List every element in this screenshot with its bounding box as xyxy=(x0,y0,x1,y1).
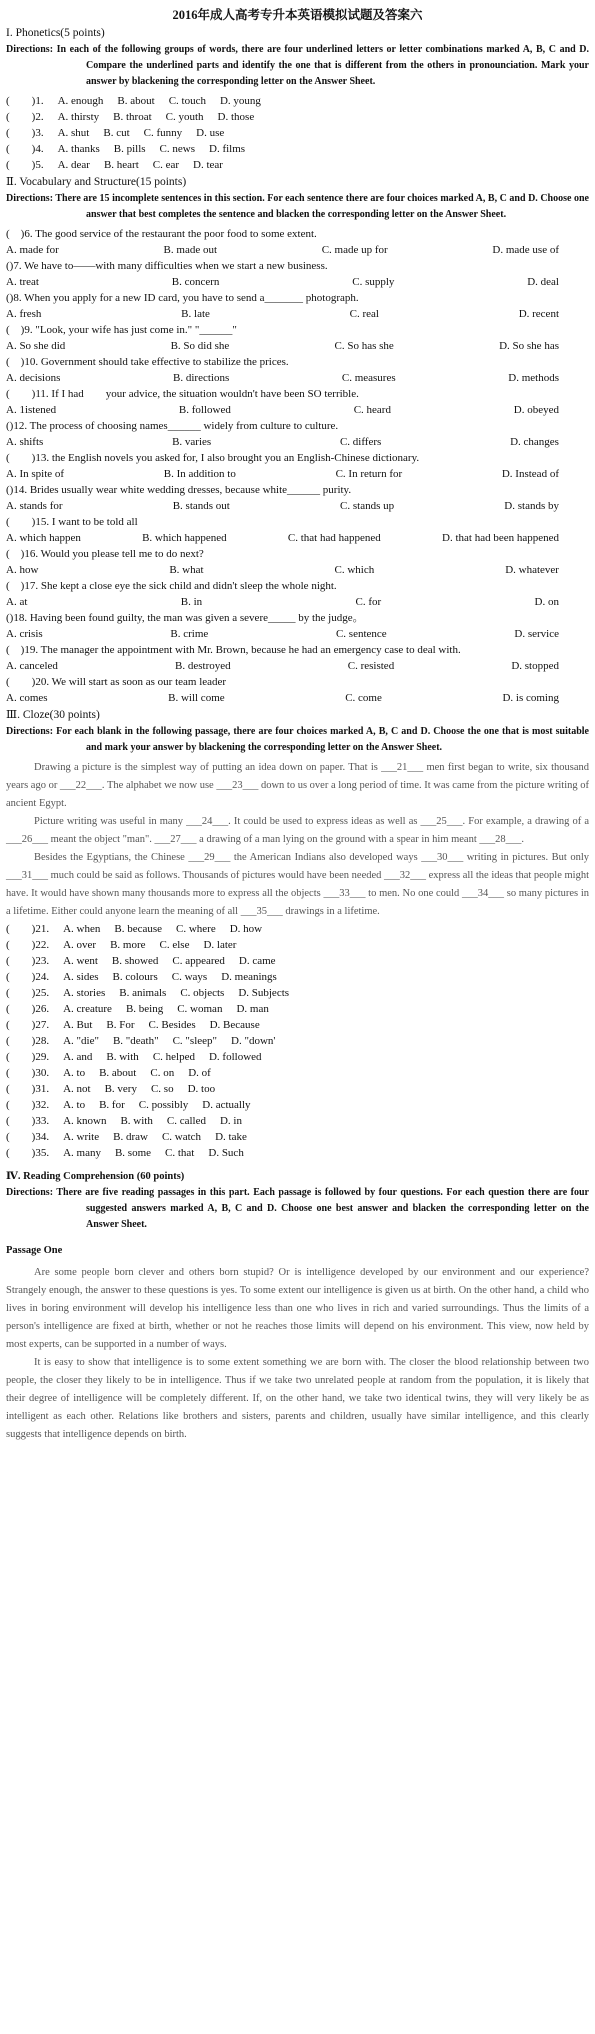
answer-option: A. over xyxy=(63,939,97,951)
answer-option: D. stopped xyxy=(511,660,559,672)
answer-option: B. some xyxy=(114,1147,152,1159)
answer-option: A. enough xyxy=(57,95,104,107)
answer-option: C. In return for xyxy=(335,468,403,480)
question-number: ( )23. xyxy=(6,955,50,967)
question-number: ( )1. xyxy=(6,95,44,107)
options-row xyxy=(6,626,589,642)
part1-questions xyxy=(6,93,589,173)
question-row xyxy=(6,157,589,173)
answer-option: B. "death" xyxy=(112,1035,159,1047)
question-row xyxy=(6,1017,589,1033)
part3-heading: Ⅲ. Cloze(30 points) xyxy=(6,709,100,721)
options-row xyxy=(6,338,589,354)
answer-option: B. which happened xyxy=(142,532,227,544)
answer-option: B. varies xyxy=(172,436,212,448)
answer-option: B. what xyxy=(169,564,204,576)
answer-option: B. very xyxy=(104,1083,137,1095)
question-row xyxy=(6,141,589,157)
answer-option: C. Besides xyxy=(148,1019,196,1031)
question-number: ( )34. xyxy=(6,1131,50,1143)
answer-option: D. "down' xyxy=(231,1035,276,1047)
answer-option: A. crisis xyxy=(6,628,43,640)
question-row xyxy=(6,985,589,1001)
answer-option: A. creature xyxy=(63,1003,112,1015)
question-number: ( )32. xyxy=(6,1099,50,1111)
part1-directions: Directions: In each of the following groups of words, there are four underlined letters or letter combinations marked A, B, C and D. Compare the underlined parts and identify the one that is different from the others in pronounciation. Mark your answer by blackening the corresponding letter on the Answer Sheet. xyxy=(6,44,589,87)
question-row xyxy=(6,921,589,937)
answer-option: B. So did she xyxy=(170,340,230,352)
options-row xyxy=(6,498,589,514)
answer-option: A. when xyxy=(63,923,101,935)
answer-option: B. for xyxy=(99,1099,125,1111)
question-stem: ( )20. We will start as soon as our team leader xyxy=(6,676,227,688)
part4-directions: Directions: There are five reading passages in this part. Each passage is followed by four questions. For each question there are four suggested answers marked A, B, C and D. Choose one best answer and blacken the corresponding letter on the Answer Sheet. xyxy=(6,1187,589,1230)
question-row xyxy=(6,1033,589,1049)
answer-option: A. So she did xyxy=(6,340,66,352)
question-number: ( )2. xyxy=(6,111,44,123)
answer-option: A. sides xyxy=(63,971,99,983)
answer-option: B. with xyxy=(120,1115,153,1127)
answer-option: D. that had been happened xyxy=(442,532,559,544)
answer-option: A. went xyxy=(63,955,98,967)
answer-option: C. made up for xyxy=(321,244,388,256)
answer-option: D. Subjects xyxy=(238,987,290,999)
answer-option: A. how xyxy=(6,564,39,576)
question-stem: ( )10. Government should take effective to stabilize the prices. xyxy=(6,356,289,368)
answer-option: D. stands by xyxy=(504,500,559,512)
answer-option: C. ways xyxy=(171,971,208,983)
answer-option: A. dear xyxy=(57,159,90,171)
question-stem: ( )13. the English novels you asked for, I also brought you an English-Chinese dictionary. xyxy=(6,452,420,464)
options-row xyxy=(6,658,589,674)
answer-option: D. take xyxy=(215,1131,247,1143)
answer-option: B. For xyxy=(106,1019,135,1031)
part1-heading: I. Phonetics(5 points) xyxy=(6,27,105,39)
answer-option: B. stands out xyxy=(172,500,230,512)
answer-option: C. news xyxy=(159,143,195,155)
answer-option: C. that xyxy=(165,1147,195,1159)
options-row xyxy=(6,402,589,418)
answer-option: C. supply xyxy=(352,276,395,288)
answer-option: B. late xyxy=(181,308,210,320)
answer-option: B. directions xyxy=(173,372,230,384)
answer-option: C. for xyxy=(355,596,382,608)
part2-heading: Ⅱ. Vocabulary and Structure(15 points) xyxy=(6,176,187,188)
question-stem: ()8. When you apply for a new ID card, you have to send a_______ photograph. xyxy=(6,292,359,304)
question-stem: ( )16. Would you please tell me to do next? xyxy=(6,548,204,560)
answer-option: D. how xyxy=(229,923,263,935)
answer-option: D. later xyxy=(203,939,237,951)
answer-option: C. funny xyxy=(143,127,183,139)
answer-option: C. come xyxy=(345,692,382,704)
question-number: ( )31. xyxy=(6,1083,50,1095)
answer-option: B. followed xyxy=(178,404,231,416)
question-number: ( )28. xyxy=(6,1035,50,1047)
answer-option: D. Instead of xyxy=(501,468,559,480)
question-stem: ()14. Brides usually wear white wedding dresses, because white______ purity. xyxy=(6,484,352,496)
question-row xyxy=(6,953,589,969)
answer-option: B. because xyxy=(114,923,163,935)
options-row xyxy=(6,466,589,482)
answer-option: D. obeyed xyxy=(513,404,559,416)
answer-option: B. destroyed xyxy=(175,660,231,672)
answer-option: D. So she has xyxy=(499,340,559,352)
answer-option: D. Such xyxy=(208,1147,244,1159)
answer-option: A. treat xyxy=(6,276,39,288)
question-stem: ()18. Having been found guilty, the man was given a severe_____ by the judge。 xyxy=(6,612,364,624)
question-stem: ( )9. "Look, your wife has just come in." "______" xyxy=(6,324,237,336)
answer-option: C. called xyxy=(166,1115,206,1127)
question-stem: ( )6. The good service of the restaurant the poor food to some extent. xyxy=(6,228,317,240)
answer-option: A. stories xyxy=(63,987,106,999)
answer-option: B. in xyxy=(180,596,203,608)
question-row xyxy=(6,1065,589,1081)
question-number: ( )3. xyxy=(6,127,44,139)
answer-option: B. more xyxy=(110,939,146,951)
answer-option: A. not xyxy=(63,1083,91,1095)
answer-option: C. possibly xyxy=(138,1099,189,1111)
answer-option: A. made for xyxy=(6,244,59,256)
question-number: ( )26. xyxy=(6,1003,50,1015)
answer-option: A. fresh xyxy=(6,308,42,320)
answer-option: A. comes xyxy=(6,692,48,704)
answer-option: D. on xyxy=(534,596,559,608)
answer-option: B. about xyxy=(99,1067,137,1079)
question-number: ( )22. xyxy=(6,939,50,951)
answer-option: D. Because xyxy=(209,1019,260,1031)
answer-option: A. which happen xyxy=(6,532,81,544)
answer-option: D. made use of xyxy=(492,244,559,256)
passage-paragraph: Besides the Egyptians, the Chinese ___29___ the American Indians also developed ways ___30___ writing in pictures. But only ___31___ much could be said as follows. Thousands of pictures would have been needed ___32___ express all the ideas that people might have. It would have shown many thousands more to express all the objects ___33___ to men. No one could ___34___ so many pictures in a lifetime. Either could anyone learn the meaning of all ___35___ drawings in a lifetime. xyxy=(6,852,590,917)
answer-option: A. But xyxy=(63,1019,93,1031)
answer-option: D. came xyxy=(238,955,276,967)
options-row xyxy=(6,370,589,386)
answer-option: A. decisions xyxy=(6,372,61,384)
passage-paragraph: It is easy to show that intelligence is to some extent something we are born with. The closer the blood relationship between two people, the closer they likely to be in intelligence. Thus if we take two unrelated people at random from the population, it is likely that their degree of intelligence will be completely different. If, on the other hand, we take two identical twins, they will very likely be as intelligent as each other. Relations like brothers and sisters, parents and children, usually have similar intelligence, and this clearly suggests that intelligence depends on birth. xyxy=(6,1357,589,1440)
answer-option: A. at xyxy=(6,596,28,608)
answer-option: B. showed xyxy=(111,955,159,967)
answer-option: C. watch xyxy=(161,1131,202,1143)
answer-option: C. touch xyxy=(168,95,206,107)
passage-paragraph: Drawing a picture is the simplest way of putting an idea down on paper. That is ___21___ men first began to write, six thousand years ago or ___22___. The alphabet we now use ___23___ down to us over a long period of time. It was came from the picture writing of ancient Egypt. xyxy=(6,762,589,809)
answer-option: C. resisted xyxy=(347,660,395,672)
answer-option: A. stands for xyxy=(6,500,63,512)
part3-directions: Directions: For each blank in the following passage, there are four choices marked A, B, C and D. Choose the one that is most suitable and mark your answer by blackening the corresponding letter on the Answer Sheet. xyxy=(6,726,589,753)
question-number: ( )21. xyxy=(6,923,50,935)
question-row xyxy=(6,93,589,109)
answer-option: C. else xyxy=(159,939,190,951)
question-row xyxy=(6,125,589,141)
answer-option: D. actually xyxy=(202,1099,251,1111)
answer-option: A. and xyxy=(63,1051,93,1063)
question-number: ( )35. xyxy=(6,1147,50,1159)
answer-option: A. to xyxy=(63,1067,86,1079)
options-row xyxy=(6,690,589,706)
passage-one-title: Passage One xyxy=(6,1245,63,1256)
answer-option: D. meanings xyxy=(221,971,277,983)
question-row xyxy=(6,1129,589,1145)
cloze-passage xyxy=(6,759,589,921)
part3-questions xyxy=(6,921,589,1161)
answer-option: D. young xyxy=(219,95,261,107)
question-stem: ( )11. If I had your advice, the situation wouldn't have been SO terrible. xyxy=(6,388,359,400)
answer-option: A. shut xyxy=(57,127,90,139)
question-number: ( )30. xyxy=(6,1067,50,1079)
question-row xyxy=(6,1145,589,1161)
answer-option: A. 1istened xyxy=(6,404,57,416)
answer-option: D. in xyxy=(219,1115,242,1127)
answer-option: A. "die" xyxy=(63,1035,99,1047)
answer-option: C. woman xyxy=(177,1003,223,1015)
question-row xyxy=(6,1001,589,1017)
reading-passage xyxy=(6,1264,589,1444)
question-stem: ()12. The process of choosing names______ widely from culture to culture. xyxy=(6,420,339,432)
answer-option: C. differs xyxy=(339,436,382,448)
answer-option: D. followed xyxy=(208,1051,262,1063)
question-row xyxy=(6,1113,589,1129)
answer-option: D. tear xyxy=(193,159,223,171)
question-row xyxy=(6,1081,589,1097)
answer-option: C. measures xyxy=(341,372,396,384)
answer-option: D. service xyxy=(514,628,559,640)
answer-option: C. "sleep" xyxy=(172,1035,218,1047)
passage-paragraph: Picture writing was useful in many ___24___. It could be used to express ideas as well as ___25___. For example, a drawing of a ___26___ meant the object "man". ___27___ a drawing of a man lying on the ground with a spear in him meant ___28___. xyxy=(6,816,589,845)
answer-option: C. on xyxy=(150,1067,175,1079)
answer-option: D. whatever xyxy=(505,564,559,576)
question-number: ( )29. xyxy=(6,1051,50,1063)
answer-option: C. which xyxy=(334,564,375,576)
answer-option: A. thanks xyxy=(57,143,100,155)
options-row xyxy=(6,274,589,290)
question-row xyxy=(6,937,589,953)
answer-option: C. helped xyxy=(152,1051,195,1063)
part4-heading: Ⅳ. Reading Comprehension (60 points) xyxy=(6,1171,185,1182)
question-number: ( )24. xyxy=(6,971,50,983)
answer-option: B. will come xyxy=(168,692,225,704)
answer-option: D. recent xyxy=(518,308,559,320)
answer-option: B. cut xyxy=(103,127,130,139)
answer-option: C. ear xyxy=(152,159,180,171)
answer-option: A. write xyxy=(63,1131,100,1143)
answer-option: B. throat xyxy=(113,111,152,123)
answer-option: C. sentence xyxy=(335,628,387,640)
answer-option: B. made out xyxy=(163,244,218,256)
answer-option: A. shifts xyxy=(6,436,44,448)
passage-paragraph: Are some people born clever and others born stupid? Or is intelligence developed by our environment and our experience? Strangely enough, the answer to these questions is yes. To some extent our intelligence is given us at birth. On the other hand, a child who lives in boring environment will develop his intelligence less than one who lives in rich and varied surroundings. Thus the limits of a person's intelligence are fixed at birth, whether or not he reaches those limits will depend on his environment. This view, now held by most experts, can be supported in a number of ways. xyxy=(6,1267,589,1350)
question-number: ( )4. xyxy=(6,143,44,155)
answer-option: C. objects xyxy=(180,987,225,999)
answer-option: C. So has she xyxy=(334,340,394,352)
answer-option: C. real xyxy=(349,308,379,320)
answer-option: D. deal xyxy=(527,276,559,288)
question-number: ( )27. xyxy=(6,1019,50,1031)
answer-option: B. colours xyxy=(112,971,158,983)
question-row xyxy=(6,1049,589,1065)
answer-option: B. heart xyxy=(103,159,139,171)
answer-option: A. In spite of xyxy=(6,468,65,480)
answer-option: A. canceled xyxy=(6,660,58,672)
answer-option: A. to xyxy=(63,1099,86,1111)
answer-option: C. heard xyxy=(353,404,391,416)
answer-option: D. too xyxy=(187,1083,216,1095)
answer-option: B. draw xyxy=(113,1131,148,1143)
answer-option: B. being xyxy=(125,1003,164,1015)
answer-option: B. pills xyxy=(113,143,146,155)
answer-option: A. thirsty xyxy=(57,111,100,123)
document xyxy=(6,6,589,1444)
options-row xyxy=(6,242,589,258)
answer-option: D. methods xyxy=(508,372,559,384)
options-row xyxy=(6,594,589,610)
answer-option: D. changes xyxy=(510,436,559,448)
answer-option: B. In addition to xyxy=(163,468,236,480)
question-stem: ( )17. She kept a close eye the sick child and didn't sleep the whole night. xyxy=(6,580,337,592)
question-row xyxy=(6,109,589,125)
answer-option: B. crime xyxy=(170,628,209,640)
question-row xyxy=(6,969,589,985)
answer-option: B. with xyxy=(106,1051,139,1063)
answer-option: A. many xyxy=(63,1147,101,1159)
part2-questions xyxy=(6,226,589,706)
question-number: ( )25. xyxy=(6,987,50,999)
answer-option: A. known xyxy=(63,1115,107,1127)
options-row xyxy=(6,562,589,578)
options-row xyxy=(6,306,589,322)
page-title: 2016年成人高考专升本英语模拟试题及答案六 xyxy=(172,8,423,22)
question-stem: ( )19. The manager the appointment with Mr. Brown, because he had an emergency case to deal with. xyxy=(6,644,461,656)
answer-option: C. where xyxy=(176,923,216,935)
part2-directions: Directions: There are 15 incomplete sentences in this section. For each sentence there are four choices marked A, B, C and D. Choose one answer that best completes the sentence and blacken the corresponding letter on the Answer Sheet. xyxy=(6,193,589,220)
answer-option: D. those xyxy=(217,111,255,123)
answer-option: C. youth xyxy=(165,111,204,123)
answer-option: B. about xyxy=(117,95,155,107)
answer-option: D. man xyxy=(236,1003,269,1015)
answer-option: C. that had happened xyxy=(287,532,381,544)
answer-option: D. films xyxy=(209,143,246,155)
answer-option: D. use xyxy=(196,127,225,139)
answer-option: C. appeared xyxy=(172,955,225,967)
answer-option: D. is coming xyxy=(502,692,559,704)
options-row xyxy=(6,434,589,450)
options-row xyxy=(6,530,589,546)
answer-option: B. concern xyxy=(171,276,220,288)
question-number: ( )33. xyxy=(6,1115,50,1127)
question-row xyxy=(6,1097,589,1113)
answer-option: B. animals xyxy=(119,987,167,999)
question-stem: ()7. We have to——with many difficulties when we start a new business. xyxy=(6,260,328,272)
answer-option: C. so xyxy=(150,1083,174,1095)
answer-option: D. of xyxy=(188,1067,211,1079)
answer-option: C. stands up xyxy=(340,500,395,512)
question-number: ( )5. xyxy=(6,159,44,171)
question-stem: ( )15. I want to be told all xyxy=(6,516,138,528)
